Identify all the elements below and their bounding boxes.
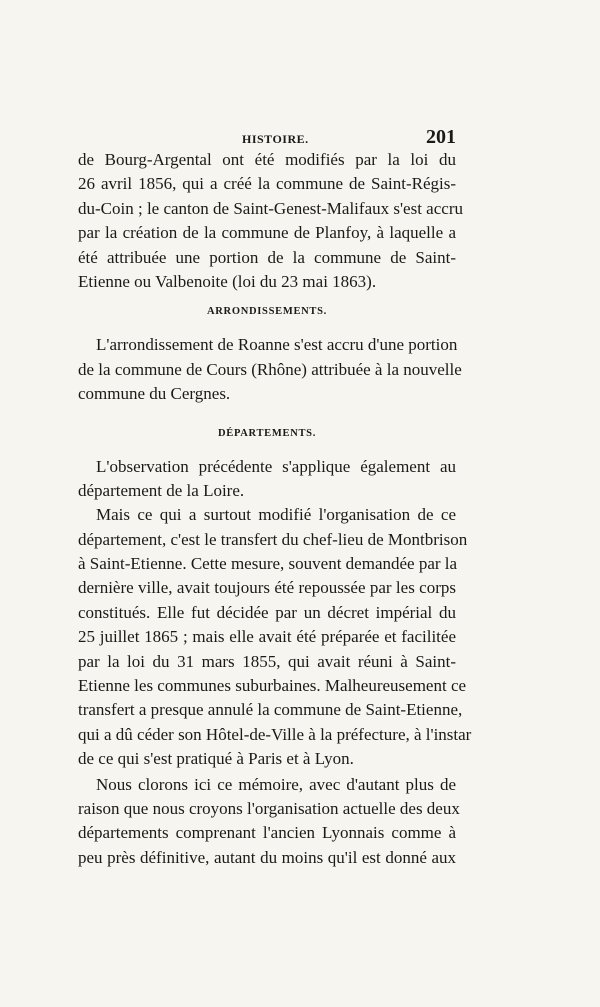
text-line: commune du Cergnes. bbox=[78, 384, 231, 404]
text-line: de ce qui s'est pratiqué à Paris et à Lyon. bbox=[78, 749, 354, 769]
text-line: raison que nous croyons l'organisation actuelle des deux bbox=[78, 798, 460, 818]
text-line: Etienne ou Valbenoite (loi du 23 mai 1863). bbox=[78, 271, 377, 291]
running-title: HISTOIRE. bbox=[242, 132, 309, 146]
text-line: à Saint-Etienne. Cette mesure, souvent demandée par la bbox=[78, 554, 458, 574]
text-line: de la commune de Cours (Rhône) attribuée à la nouvelle bbox=[78, 359, 462, 379]
paragraph-5 bbox=[78, 773, 460, 871]
body-text bbox=[78, 148, 472, 870]
text-line: Mais ce qui a surtout modifié l'organisation de ce bbox=[96, 505, 456, 525]
section-heading-departements: DÉPARTEMENTS. bbox=[217, 427, 317, 439]
paragraph-4 bbox=[78, 503, 472, 771]
text-line: département de la Loire. bbox=[78, 480, 245, 500]
text-line: Nous clorons ici ce mémoire, avec d'autant plus de bbox=[96, 774, 456, 794]
text-line: départements comprenant l'ancien Lyonnais comme à bbox=[78, 823, 456, 843]
text-line: 26 avril 1856, qui a créé la commune de Saint-Régis- bbox=[78, 174, 456, 194]
running-head bbox=[82, 126, 456, 150]
text-line: L'arrondissement de Roanne s'est accru d'une portion bbox=[96, 335, 458, 355]
text-line: par la création de la commune de Planfoy, à laquelle a bbox=[78, 223, 456, 243]
paragraph-1 bbox=[78, 148, 463, 294]
text-line: par la loi du 31 mars 1855, qui avait réuni à Saint- bbox=[78, 651, 456, 671]
text-line: L'observation précédente s'applique également au bbox=[96, 456, 456, 476]
text-line: Etienne les communes suburbaines. Malheureusement ce bbox=[78, 676, 467, 696]
page-number: 201 bbox=[426, 126, 456, 148]
text-line: peu près définitive, autant du moins qu'il est donné aux bbox=[78, 847, 456, 867]
text-line: dernière ville, avait toujours été repoussée par les corps bbox=[78, 578, 456, 598]
paragraph-2 bbox=[78, 333, 462, 406]
text-line: du-Coin ; le canton de Saint-Genest-Malifaux s'est accru bbox=[78, 198, 463, 218]
paragraph-3 bbox=[78, 455, 456, 504]
text-line: été attribuée une portion de la commune de Saint- bbox=[78, 247, 456, 267]
text-line: 25 juillet 1865 ; mais elle avait été préparée et facilitée bbox=[78, 627, 456, 647]
text-line: de Bourg-Argental ont été modifiés par la loi du bbox=[78, 150, 456, 169]
text-line: transfert a presque annulé la commune de Saint-Etienne, bbox=[78, 700, 463, 720]
section-heading-arrondissements: ARRONDISSEMENTS. bbox=[206, 306, 327, 318]
text-line: département, c'est le transfert du chef-lieu de Montbrison bbox=[78, 529, 468, 549]
text-line: constitués. Elle fut décidée par un décret impérial du bbox=[78, 602, 456, 622]
text-line: qui a dû céder son Hôtel-de-Ville à la préfecture, à l'instar bbox=[78, 724, 472, 744]
